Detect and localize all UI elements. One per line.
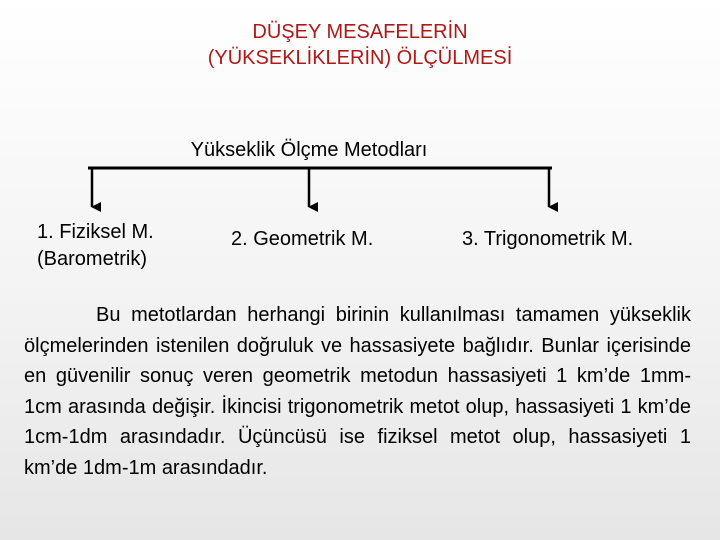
method-1	[37, 219, 154, 273]
method-3-label: 3. Trigonometrik M.	[462, 228, 634, 250]
method-3	[462, 226, 633, 253]
page-title-line2: (YÜKSEKLİKLERİN) ÖLÇÜLMESİ	[207, 47, 513, 69]
description-text: Bu metotlardan herhangi birinin kullanılması tamamen yükseklik ölçmelerinden istenilen doğruluk ve hassasiyete bağlıdır. Bunlar içerisinde en güvenilir sonuç veren geometrik metodun hassasiyeti 1 km’de 1mm-1cm arasında değişir. İkincisi trigonometrik metot olup, hassasiyeti 1 km’de 1cm-1dm arasındadır. Üçüncüsü ise fiziksel metot olup, hassasiyeti 1 km’de 1dm-1m arasındadır.	[24, 304, 691, 479]
diagram-root-label: Yükseklik Ölçme Metodları	[190, 139, 428, 161]
method-2	[231, 226, 373, 253]
method-1-label: 1. Fiziksel M.	[37, 221, 154, 243]
method-2-label: 2. Geometrik M.	[231, 228, 374, 250]
method-1-sublabel: (Barometrik)	[37, 248, 148, 270]
page-title-line1: DÜŞEY MESAFELERİN	[252, 21, 468, 43]
description-paragraph	[24, 300, 691, 483]
